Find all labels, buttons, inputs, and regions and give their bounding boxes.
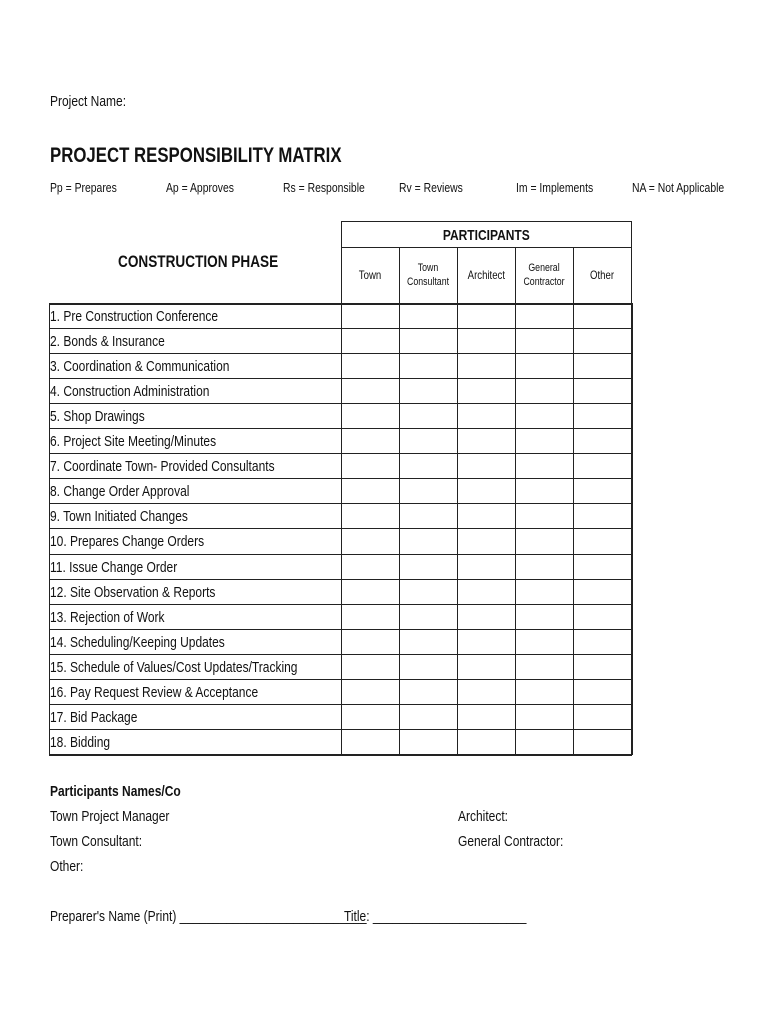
header-column-divider [515, 247, 516, 303]
header-column-divider [457, 247, 458, 303]
table-row-label: 5. Shop Drawings [50, 408, 145, 425]
column-divider [341, 303, 342, 755]
table-row-label: 11. Issue Change Order [50, 559, 178, 576]
column-divider [631, 303, 633, 755]
table-row-label: 15. Schedule of Values/Cost Updates/Tracking [50, 659, 298, 676]
project-name-label: Project Name: [50, 93, 127, 110]
legend-item-responsible: Rs = Responsible [283, 180, 365, 195]
header-column-divider [399, 247, 400, 303]
page-title: PROJECT RESPONSIBILITY MATRIX [50, 144, 342, 167]
column-divider [573, 303, 574, 755]
construction-phase-header: CONSTRUCTION PHASE [118, 252, 279, 271]
participants-heading: Participants Names/Co [50, 783, 181, 800]
column-architect: Architect [467, 267, 505, 282]
town-consultant-label: Town Consultant: [50, 833, 143, 850]
column-divider [457, 303, 458, 755]
other-label: Other: [50, 858, 84, 875]
general-contractor-label: General Contractor: [458, 833, 564, 850]
column-town-consultant: Town Consultant [406, 262, 450, 288]
table-row-label: 6. Project Site Meeting/Minutes [50, 433, 217, 450]
legend-item-implements: Im = Implements [516, 180, 594, 195]
table-row-label: 10. Prepares Change Orders [50, 533, 205, 550]
title-field: Title: _______________________ [344, 908, 527, 925]
participants-header: PARTICIPANTS [443, 226, 530, 244]
table-row-label: 1. Pre Construction Conference [50, 308, 219, 325]
table-row-label: 9. Town Initiated Changes [50, 508, 188, 525]
table-row-label: 2. Bonds & Insurance [50, 333, 165, 350]
column-other: Other [590, 267, 615, 282]
preparer-name-field: Preparer's Name (Print) ____________________________ [50, 908, 367, 925]
table-row-label: 14. Scheduling/Keeping Updates [50, 634, 225, 651]
column-general-contractor: General Contractor [523, 262, 565, 288]
header-divider [341, 247, 632, 248]
legend-item-reviews: Rv = Reviews [399, 180, 463, 195]
table-row-label: 3. Coordination & Communication [50, 358, 230, 375]
table-row-label: 17. Bid Package [50, 709, 138, 726]
table-row-label: 18. Bidding [50, 734, 111, 751]
table-row-label: 16. Pay Request Review & Acceptance [50, 684, 259, 701]
header-top-border [341, 221, 632, 222]
table-row-label: 8. Change Order Approval [50, 483, 190, 500]
legend-item-approves: Ap = Approves [166, 180, 234, 195]
table-row-label: 13. Rejection of Work [50, 609, 165, 626]
header-column-divider [573, 247, 574, 303]
header-right-border [631, 221, 632, 303]
column-town: Town [358, 267, 382, 282]
table-row-label: 7. Coordinate Town- Provided Consultants [50, 458, 275, 475]
legend-item-not-applicable: NA = Not Applicable [632, 180, 725, 195]
column-divider [399, 303, 400, 755]
table-row-label: 4. Construction Administration [50, 383, 210, 400]
architect-label: Architect: [458, 808, 509, 825]
column-divider [515, 303, 516, 755]
legend-item-prepares: Pp = Prepares [50, 180, 117, 195]
town-project-manager-label: Town Project Manager [50, 808, 170, 825]
header-left-border [341, 221, 342, 303]
table-row-label: 12. Site Observation & Reports [50, 584, 216, 601]
